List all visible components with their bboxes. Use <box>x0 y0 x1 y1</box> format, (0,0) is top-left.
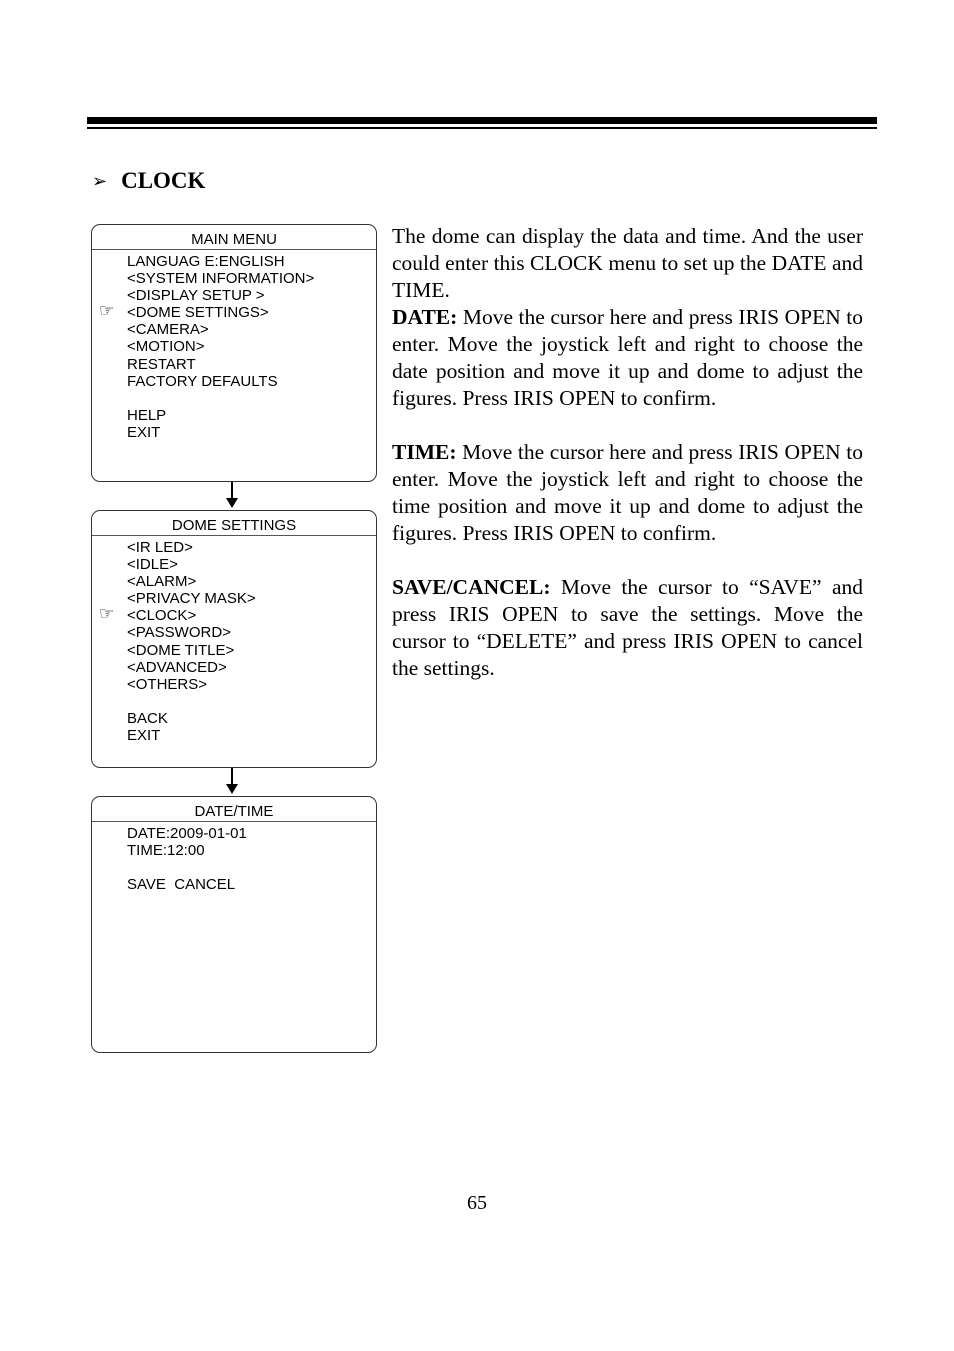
description-text <box>392 223 863 682</box>
main-menu-item[interactable]: HELP <box>127 406 167 424</box>
dome-settings-box <box>91 510 377 768</box>
dome-settings-item[interactable]: <ALARM> <box>127 573 197 591</box>
date-time-spacer <box>92 859 376 876</box>
main-menu-item[interactable]: EXIT <box>127 423 161 441</box>
date-paragraph <box>392 304 863 412</box>
flow-connector-line <box>231 768 233 785</box>
date-time-title: DATE/TIME <box>92 797 376 822</box>
save-cancel-text: Move the cursor to “SAVE” and press IRIS OPEN to save the settings. Move the cursor to “DELETE” and press IRIS OPEN to cancel the settings. <box>392 575 863 680</box>
dome-settings-item[interactable]: BACK <box>127 709 168 727</box>
dome-settings-item[interactable]: EXIT <box>127 727 161 745</box>
time-label: TIME: <box>392 440 457 464</box>
main-menu-item[interactable]: <CAMERA> <box>127 321 209 339</box>
dome-settings-item[interactable]: <ADVANCED> <box>127 658 227 676</box>
dome-settings-spacer <box>92 693 376 710</box>
main-menu-item-selected[interactable] <box>92 301 376 322</box>
main-menu-item-label: <DOME SETTINGS> <box>127 304 269 322</box>
main-menu-spacer <box>92 390 376 407</box>
section-title: CLOCK <box>121 168 206 193</box>
down-arrow-icon <box>226 498 238 508</box>
date-time-box <box>91 796 377 1053</box>
pointing-hand-icon: ☞ <box>99 604 115 625</box>
dome-settings-item[interactable]: <OTHERS> <box>127 675 208 693</box>
date-text: Move the cursor here and press IRIS OPEN to enter. Move the joystick left and right to choose the date position and move it up and dome to adjust the figures. Press IRIS OPEN to confirm. <box>392 305 863 410</box>
date-field[interactable]: DATE:2009-01-01 <box>127 825 247 842</box>
dome-settings-item[interactable]: <IR LED> <box>127 539 193 556</box>
date-time-list <box>92 822 376 893</box>
main-menu-item[interactable]: <MOTION> <box>127 338 205 356</box>
pointing-hand-icon: ☞ <box>99 301 115 322</box>
dome-settings-item[interactable]: <DOME TITLE> <box>127 641 235 659</box>
dome-settings-item-selected[interactable] <box>92 604 376 625</box>
dome-settings-title: DOME SETTINGS <box>92 511 376 536</box>
flow-connector-line <box>231 482 233 499</box>
save-cancel-label: SAVE/CANCEL: <box>392 575 551 599</box>
header-rule-thick <box>87 117 877 124</box>
arrowhead-bullet-icon: ➢ <box>92 170 108 192</box>
save-cancel-options[interactable]: SAVE CANCEL <box>127 876 236 894</box>
down-arrow-icon <box>226 784 238 794</box>
dome-settings-item[interactable]: <PASSWORD> <box>127 624 231 642</box>
main-menu-item[interactable]: <SYSTEM INFORMATION> <box>127 270 315 288</box>
main-menu-item[interactable]: RESTART <box>127 355 196 373</box>
main-menu-item[interactable]: LANGUAG E:ENGLISH <box>127 253 285 270</box>
main-menu-title: MAIN MENU <box>92 225 376 250</box>
header-rule-thin <box>87 127 877 129</box>
main-menu-item[interactable]: <DISPLAY SETUP > <box>127 287 265 305</box>
dome-settings-list <box>92 536 376 744</box>
page-number: 65 <box>467 1192 487 1214</box>
date-label: DATE: <box>392 305 458 329</box>
save-cancel-paragraph <box>392 574 863 682</box>
main-menu-list <box>92 250 376 441</box>
time-paragraph <box>392 439 863 547</box>
dome-settings-item[interactable]: <PRIVACY MASK> <box>127 590 256 608</box>
dome-settings-item-label: <CLOCK> <box>127 607 197 625</box>
section-heading <box>92 168 205 194</box>
time-text: Move the cursor here and press IRIS OPEN to enter. Move the joystick left and right to choose the time position and move it up and dome to adjust the figures. Press IRIS OPEN to confirm. <box>392 440 863 545</box>
dome-settings-item[interactable]: <IDLE> <box>127 556 178 574</box>
intro-paragraph: The dome can display the data and time. And the user could enter this CLOCK menu to set up the DATE and TIME. <box>392 224 863 302</box>
main-menu-box <box>91 224 377 482</box>
time-field[interactable]: TIME:12:00 <box>127 842 205 860</box>
main-menu-item[interactable]: FACTORY DEFAULTS <box>127 372 278 390</box>
